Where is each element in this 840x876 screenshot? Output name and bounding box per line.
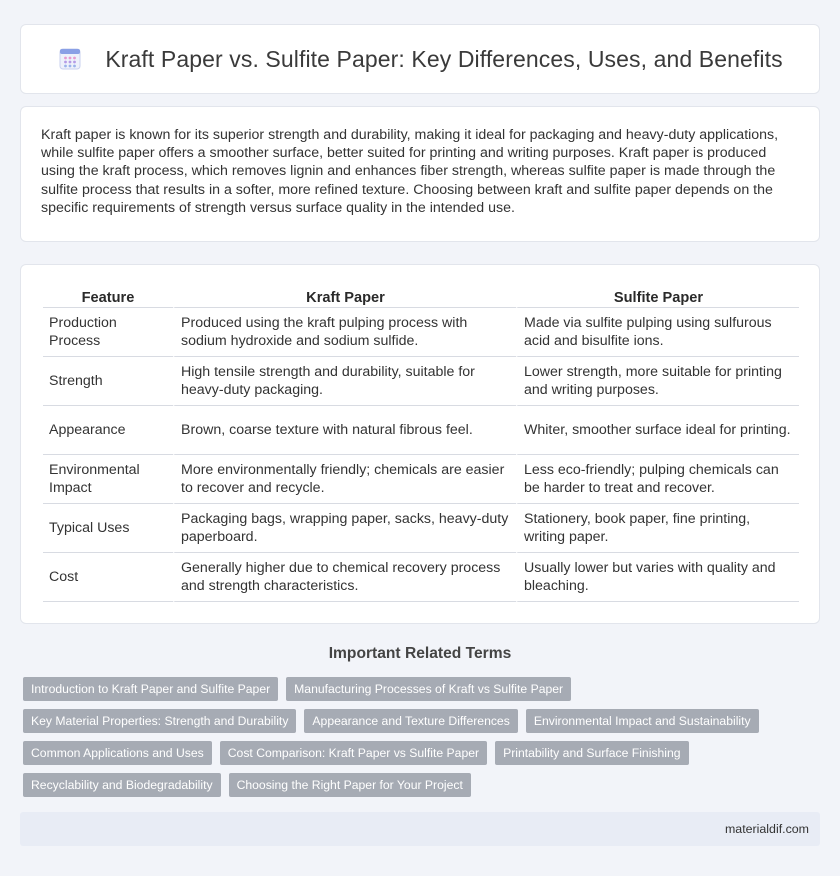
- table-row: [43, 504, 799, 553]
- table-row: [43, 308, 799, 357]
- page-footer: [20, 812, 820, 846]
- related-terms-list: [23, 677, 803, 797]
- header-sulfite-paper: Sulfite Paper: [516, 286, 799, 308]
- header-feature: Feature: [43, 286, 173, 308]
- feature-cell: Production Process: [43, 308, 173, 357]
- related-term-tag[interactable]: Manufacturing Processes of Kraft vs Sulfite Paper: [286, 677, 571, 701]
- related-term-tag[interactable]: Introduction to Kraft Paper and Sulfite Paper: [23, 677, 278, 701]
- sulfite-cell: Less eco-friendly; pulping chemicals can be harder to treat and recover.: [516, 455, 799, 504]
- kraft-cell: Generally higher due to chemical recovery process and strength characteristics.: [173, 553, 516, 602]
- header-kraft-paper: Kraft Paper: [173, 286, 516, 308]
- table-row: [43, 406, 799, 455]
- related-terms-title: Important Related Terms: [328, 645, 512, 662]
- intro-paragraph: Kraft paper is known for its superior strength and durability, making it ideal for packaging and heavy-duty applications, while sulfite paper offers a smoother surface, better suited for printing and writing purposes. Kraft paper is produced using the kraft process, which removes lignin and enhances fiber strength, whereas sulfite paper is made through the sulfite process that results in a softer, more refined texture. Choosing between kraft and sulfite paper depends on the specific requirements of strength versus surface quality in the intended use.: [41, 127, 779, 216]
- related-term-tag[interactable]: Appearance and Texture Differences: [304, 709, 517, 733]
- related-term-tag[interactable]: Cost Comparison: Kraft Paper vs Sulfite Paper: [220, 741, 487, 765]
- kraft-cell: More environmentally friendly; chemicals are easier to recover and recycle.: [173, 455, 516, 504]
- feature-cell: Strength: [43, 357, 173, 406]
- sulfite-cell: Usually lower but varies with quality and bleaching.: [516, 553, 799, 602]
- kraft-cell: Brown, coarse texture with natural fibrous feel.: [173, 406, 516, 455]
- feature-cell: Environmental Impact: [43, 455, 173, 504]
- related-term-tag[interactable]: Key Material Properties: Strength and Durability: [23, 709, 296, 733]
- kraft-cell: High tensile strength and durability, suitable for heavy-duty packaging.: [173, 357, 516, 406]
- sulfite-cell: Lower strength, more suitable for printing and writing purposes.: [516, 357, 799, 406]
- intro-section: [20, 106, 820, 242]
- kraft-cell: Produced using the kraft pulping process with sodium hydroxide and sodium sulfide.: [173, 308, 516, 357]
- table-header-row: [43, 286, 799, 308]
- feature-cell: Cost: [43, 553, 173, 602]
- related-term-tag[interactable]: Common Applications and Uses: [23, 741, 212, 765]
- related-term-tag[interactable]: Printability and Surface Finishing: [495, 741, 689, 765]
- sulfite-cell: Made via sulfite pulping using sulfurous acid and bisulfite ions.: [516, 308, 799, 357]
- related-term-tag[interactable]: Environmental Impact and Sustainability: [526, 709, 759, 733]
- feature-cell: Typical Uses: [43, 504, 173, 553]
- comparison-table-card: [20, 264, 820, 624]
- related-term-tag[interactable]: Recyclability and Biodegradability: [23, 773, 221, 797]
- table-row: [43, 455, 799, 504]
- sulfite-cell: Whiter, smoother surface ideal for printing.: [516, 406, 799, 455]
- footer-site-name: materialdif.com: [724, 822, 809, 836]
- page-header: [20, 24, 820, 94]
- related-term-tag[interactable]: Choosing the Right Paper for Your Project: [229, 773, 471, 797]
- calendar-grid-icon: [57, 46, 83, 72]
- comparison-table: [43, 286, 799, 602]
- table-row: [43, 357, 799, 406]
- table-row: [43, 553, 799, 602]
- page-title: Kraft Paper vs. Sulfite Paper: Key Differences, Uses, and Benefits: [105, 45, 783, 72]
- feature-cell: Appearance: [43, 406, 173, 455]
- sulfite-cell: Stationery, book paper, fine printing, writing paper.: [516, 504, 799, 553]
- kraft-cell: Packaging bags, wrapping paper, sacks, heavy-duty paperboard.: [173, 504, 516, 553]
